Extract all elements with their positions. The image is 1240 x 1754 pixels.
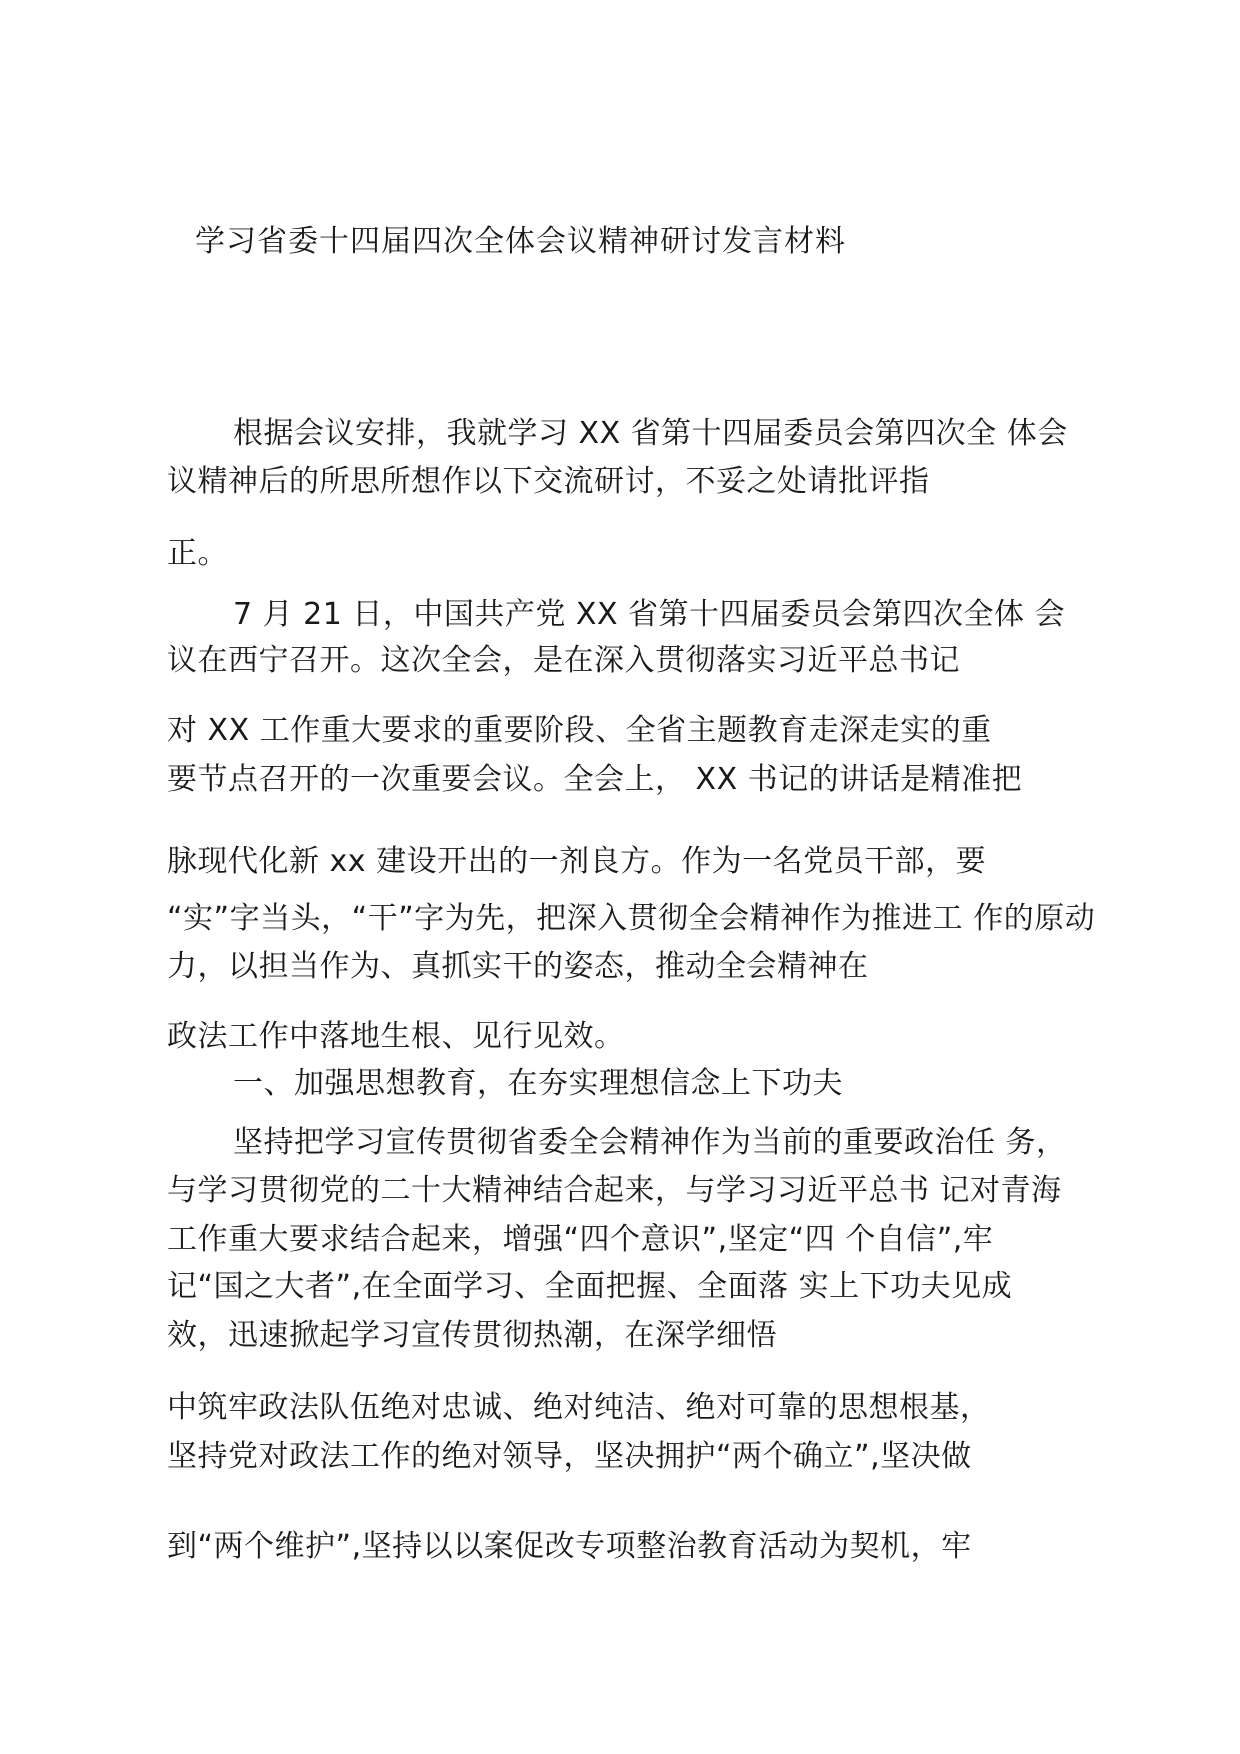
body-line-15: 记“国之大者”,在全面学习、全面把握、全面落 实上下功夫见成 — [167, 1269, 1013, 1304]
body-line-3: 正。 — [167, 536, 228, 571]
body-line-4: 7 月 21 日，中国共产党 XX 省第十四届委员会第四次全体 会 — [233, 597, 1066, 632]
body-line-19: 到“两个维护”,坚持以以案促改专项整治教育活动为契机，牢 — [167, 1529, 972, 1564]
body-line-7: 要节点召开的一次重要会议。全会上， XX 书记的讲话是精准把 — [167, 762, 1023, 797]
body-line-13: 与学习贯彻党的二十大精神结合起来，与学习习近平总书 记对青海 — [167, 1173, 1062, 1208]
body-line-14: 工作重大要求结合起来，增强“四个意识”,坚定“四 个自信”,牢 — [167, 1222, 994, 1257]
body-line-18: 坚持党对政法工作的绝对领导，坚决拥护“两个确立”,坚决做 — [167, 1439, 972, 1474]
body-line-9: “实”字当头，“干”字为先，把深入贯彻全会精神作为推进工 作的原动 — [167, 901, 1096, 936]
section-heading-1: 一、加强思想教育，在夯实理想信念上下功夫 — [233, 1066, 843, 1101]
body-line-16: 效，迅速掀起学习宣传贯彻热潮，在深学细悟 — [167, 1318, 777, 1353]
document-title: 学习省委十四届四次全体会议精神研讨发言材料 — [195, 224, 846, 259]
body-line-5: 议在西宁召开。这次全会，是在深入贯彻落实习近平总书记 — [167, 643, 960, 678]
body-line-17: 中筑牢政法队伍绝对忠诚、绝对纯洁、绝对可靠的思想根基， — [167, 1390, 991, 1425]
body-line-6: 对 XX 工作重大要求的重要阶段、全省主题教育走深走实的重 — [167, 713, 992, 748]
body-line-12: 坚持把学习宣传贯彻省委全会精神作为当前的重要政治任 务， — [233, 1125, 1067, 1160]
body-line-2: 议精神后的所思所想作以下交流研讨，不妥之处请批评指 — [167, 464, 930, 499]
body-line-11: 政法工作中落地生根、见行见效。 — [167, 1019, 625, 1054]
body-line-1: 根据会议安排，我就学习 XX 省第十四届委员会第四次全 体会 — [233, 416, 1068, 451]
body-line-8: 脉现代化新 xx 建设开出的一剂良方。作为一名党员干部，要 — [167, 844, 987, 879]
body-line-10: 力，以担当作为、真抓实干的姿态，推动全会精神在 — [167, 949, 869, 984]
